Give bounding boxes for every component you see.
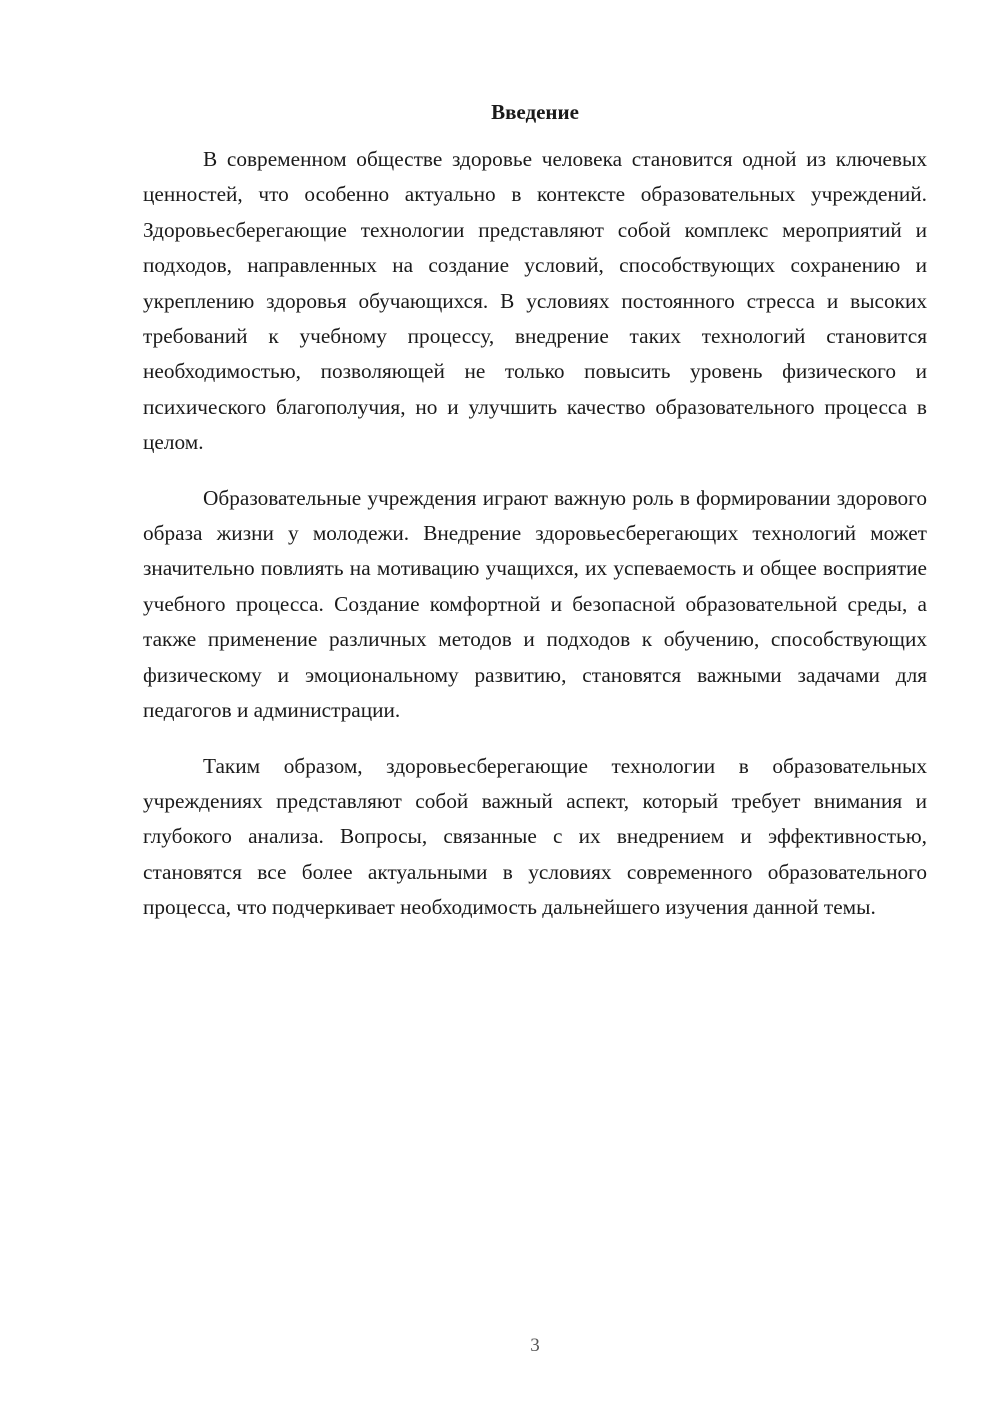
paragraph-1: В современном обществе здоровье человека становится одной из ключевых ценностей, что особенно актуально в контексте образовательных учреждений. Здоровьесберегающие технологии представляют собой комплекс мероприятий и подходов, направленных на создание условий, способствующих сохранению и укреплению здоровья обучающихся. В условиях постоянного стресса и высоких требований к учебному процессу, внедрение таких технологий становится необходимостью, позволяющей не только повысить уровень физического и психического благополучия, но и улучшить качество образовательного процесса в целом.: [143, 147, 927, 455]
page-title: Введение: [491, 100, 579, 124]
paragraph-3: Таким образом, здоровьесберегающие технологии в образовательных учреждениях представляют собой важный аспект, который требует внимания и глубокого анализа. Вопросы, связанные с их внедрением и эффективностью, становятся все более актуальными в условиях современного образовательного процесса, что подчеркивает необходимость дальнейшего изучения данной темы.: [143, 753, 927, 920]
paragraph-2: Образовательные учреждения играют важную роль в формировании здорового образа жизни у молодежи. Внедрение здоровьесберегающих технологий может значительно повлиять на мотивацию учащихся, их успеваемость и общее восприятие учебного процесса. Создание комфортной и безопасной образовательной среды, а также применение различных методов и подходов к обучению, способствующих физическому и эмоциональному развитию, становятся важными задачами для педагогов и администрации.: [143, 485, 927, 723]
document-body: [143, 142, 927, 946]
page-number: 3: [530, 1335, 540, 1356]
